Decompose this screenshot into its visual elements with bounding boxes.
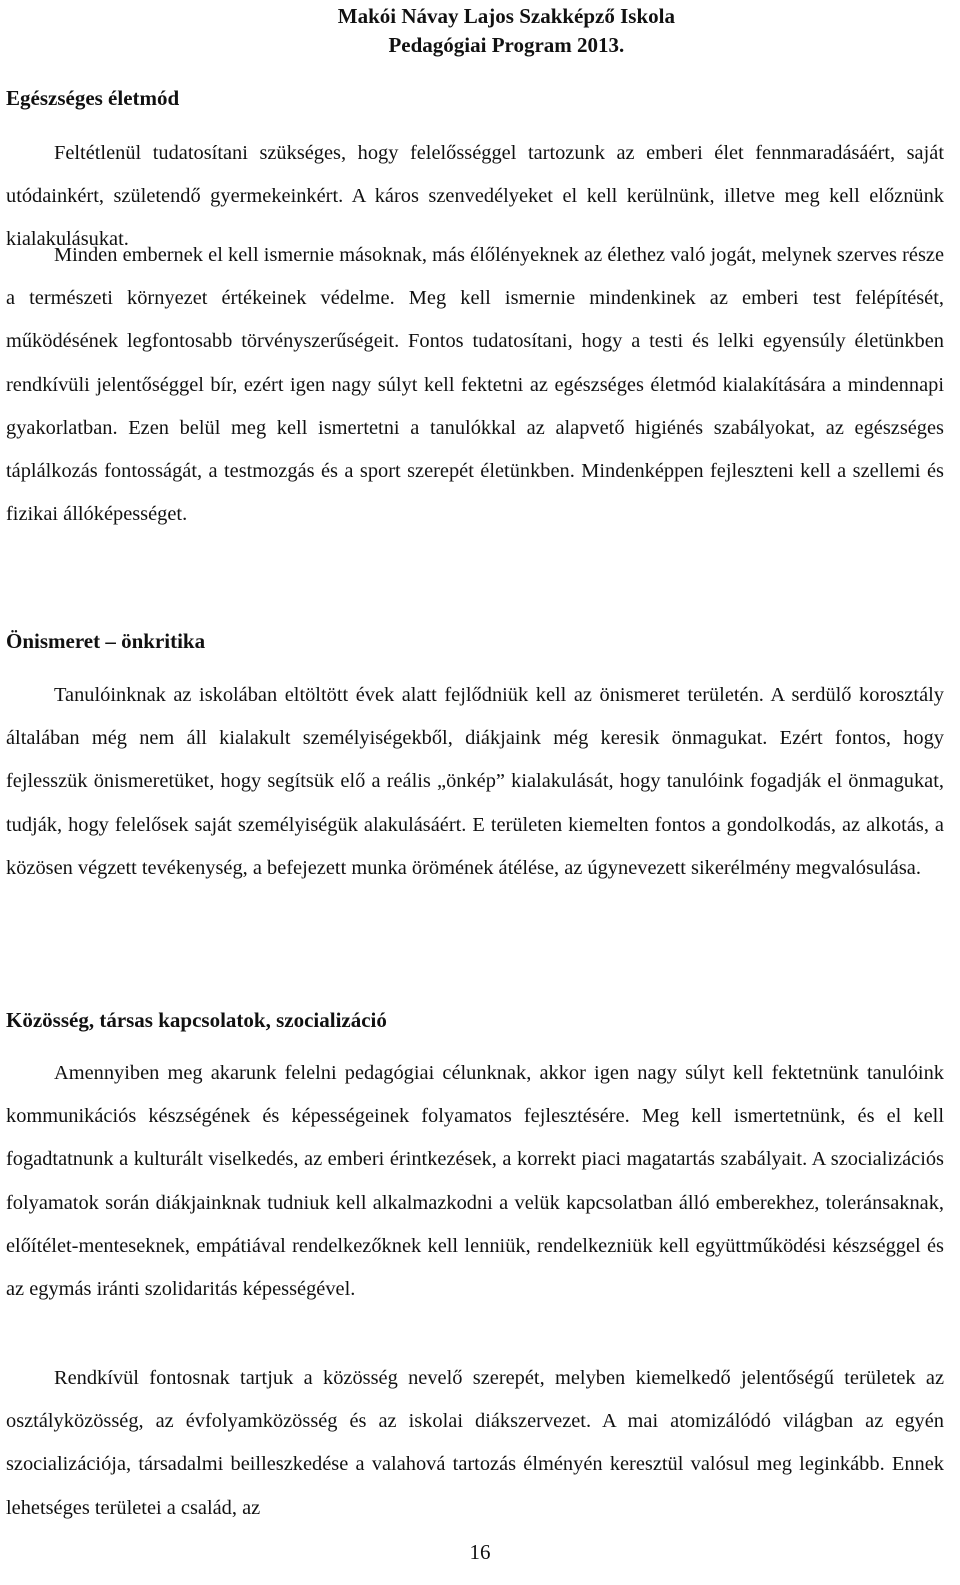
paragraph: Feltétlenül tudatosítani szükséges, hogy felelősséggel tartozunk az emberi élet fennmaradásáért, saját utódainkért, születendő gyermekeinkért. A káros szenvedélyeket el kell kerülnünk, illetve meg kell előznünk kialakulásukat. — [6, 142, 944, 251]
section-title-healthy-lifestyle: Egészséges életmód — [6, 86, 180, 110]
paragraph: Minden embernek el kell ismernie másoknak, más élőlényeknek az élethez való jogát, melynek szerves része a természeti környezet értékeinek védelme. Meg kell ismernie mindenkinek az emberi test felépítését, működésének legfontosabb törvényszerűségeit. Fontos tudatosítani, hogy a testi és lelki egyensúly életünkben rendkívüli jelentőséggel bír, ezért igen nagy súlyt kell fektetni az egészséges életmód kialakítására a mindennapi gyakorlatban. Ezen belül meg kell ismertetni a tanulókkal az alapvető higiénés szabályokat, az egészséges táplálkozás fontosságát, a testmozgás és a sport szerepét életünkben. Mindenképpen fejleszteni kell a szellemi és fizikai állóképességet. — [6, 244, 944, 526]
header-program-title: Pedagógiai Program 2013. — [388, 33, 625, 57]
section-title-self-knowledge: Önismeret – önkritika — [6, 629, 206, 653]
page-number: 16 — [469, 1540, 491, 1564]
paragraph: Rendkívül fontosnak tartjuk a közösség nevelő szerepét, melyben kiemelkedő jelentőségű területek az osztályközösség, az évfolyamközösség és az iskolai diákszervezet. A mai atomizálódó világban az egyén szocializációja, társadalmi beilleszkedése a valahová tartozás élményén keresztül valósul meg leginkább. Ennek lehetséges területei a család, az — [6, 1367, 944, 1519]
header-school-name: Makói Návay Lajos Szakképző Iskola — [337, 4, 675, 28]
paragraph: Amennyiben meg akarunk felelni pedagógiai célunknak, akkor igen nagy súlyt kell fektetnünk tanulóink kommunikációs készségének és képességeinek folyamatos fejlesztésére. Meg kell ismertetnünk, és el kell fogadtatnunk a kulturált viselkedés, az emberi érintkezések, a korrekt piaci magatartás szabályait. A szocializációs folyamatok során diákjainknak tudniuk kell alkalmazkodni a velük kapcsolatban álló emberekhez, toleránsaknak, előítélet-menteseknek, empátiával rendelkezőknek kell lenniük, rendelkezniük kell együttműködési készséggel és az egymás iránti szolidaritás képességével. — [6, 1062, 944, 1301]
section-title-community: Közösség, társas kapcsolatok, szocializáció — [6, 1008, 387, 1032]
paragraph: Tanulóinknak az iskolában eltöltött évek alatt fejlődniük kell az önismeret területén. A serdülő korosztály általában még nem áll kialakult személyiségekből, diákjaink még keresik önmagukat. Ezért fontos, hogy fejlesszük önismeretüket, hogy segítsük elő a reális „önkép” kialakulását, hogy tanulóink fogadják el önmagukat, tudják, hogy felelősek saját személyiségük alakulásáért. E területen kiemelten fontos a gondolkodás, az alkotás, a közösen végzett tevékenység, a befejezett munka örömének átélése, az úgynevezett sikerélmény megvalósulása. — [6, 684, 944, 879]
page-header — [338, 2, 675, 60]
